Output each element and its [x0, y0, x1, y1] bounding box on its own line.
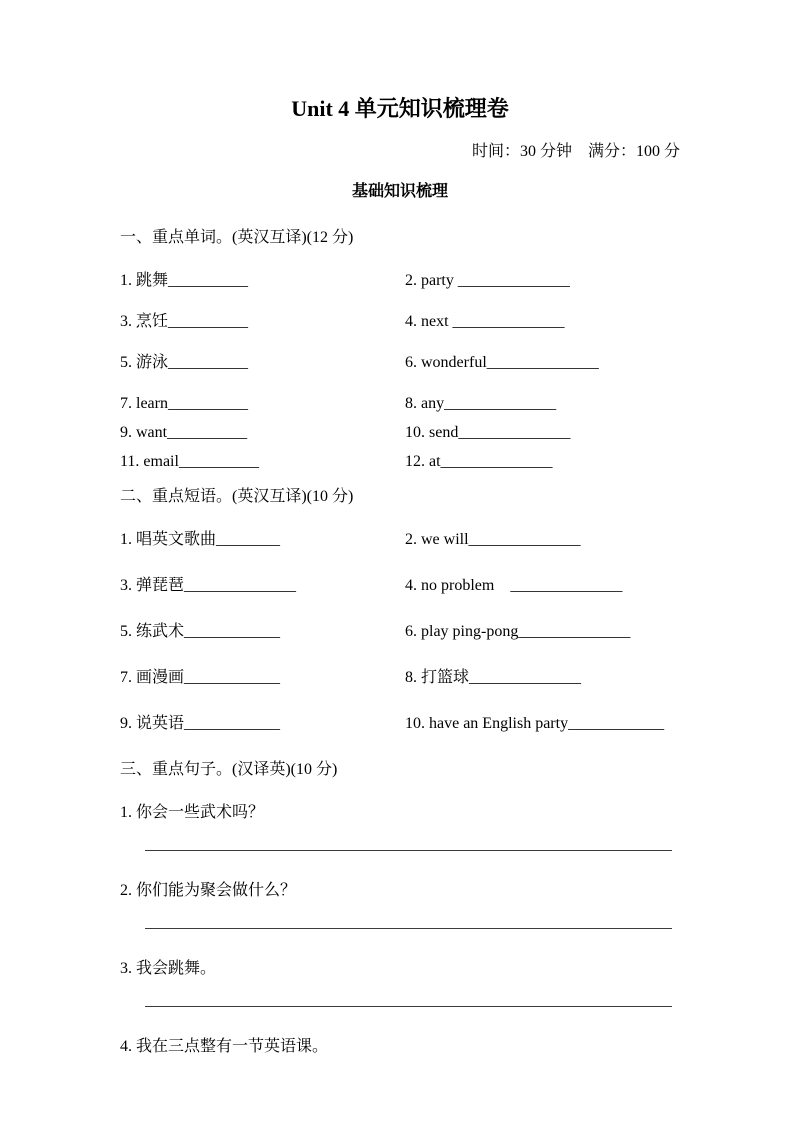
page-title: Unit 4 单元知识梳理卷: [291, 96, 509, 121]
phrase-item-8: 8. 打篮球______________: [405, 668, 582, 686]
word-item-3: 3. 烹饪__________: [120, 312, 249, 330]
word-row: [120, 352, 680, 373]
word-item-11: 11. email__________: [120, 452, 259, 470]
answer-line: [145, 1006, 672, 1007]
sentence-question-2: 2. 你们能为聚会做什么？: [120, 881, 297, 899]
phrase-row: [120, 621, 680, 642]
word-item-10: 10. send______________: [405, 423, 571, 441]
section-subtitle: 基础知识梳理: [351, 182, 448, 200]
answer-line: [145, 850, 672, 851]
phrase-item-4: 4. no problem ______________: [405, 576, 623, 594]
word-row: [120, 270, 680, 291]
word-item-8: 8. any______________: [405, 394, 557, 412]
section3-heading: 三、重点句子。(汉译英)(10 分): [120, 760, 338, 778]
section2-heading: 二、重点短语。(英汉互译)(10 分): [120, 487, 354, 505]
answer-line: [145, 928, 672, 929]
phrase-item-10: 10. have an English party____________: [405, 714, 665, 732]
sentence-question-1: 1. 你会一些武术吗？: [120, 803, 265, 821]
word-row: [120, 422, 680, 443]
section-sentences: [120, 759, 680, 1057]
section-phrases: [120, 486, 680, 734]
word-item-1: 1. 跳舞__________: [120, 271, 249, 289]
phrase-row: [120, 713, 680, 734]
section1-heading: 一、重点单词。(英汉互译)(12 分): [120, 228, 354, 246]
word-item-6: 6. wonderful______________: [405, 353, 599, 371]
phrase-item-1: 1. 唱英文歌曲________: [120, 530, 281, 548]
phrase-item-3: 3. 弹琵琶______________: [120, 576, 297, 594]
word-item-5: 5. 游泳__________: [120, 353, 249, 371]
section-words: [120, 227, 680, 472]
sentence-question-3: 3. 我会跳舞。: [120, 959, 217, 977]
time-score-info: 时间：30 分钟 满分：100 分: [471, 142, 680, 160]
phrase-item-2: 2. we will______________: [405, 530, 581, 548]
word-row: [120, 451, 680, 472]
phrase-row: [120, 529, 680, 550]
sentence-question-4: 4. 我在三点整有一节英语课。: [120, 1037, 329, 1055]
phrase-item-9: 9. 说英语____________: [120, 714, 281, 732]
phrase-row: [120, 575, 680, 596]
word-row: [120, 393, 680, 414]
word-row: [120, 311, 680, 332]
word-item-4: 4. next ______________: [405, 312, 565, 330]
word-item-2: 2. party ______________: [405, 271, 570, 289]
word-item-9: 9. want__________: [120, 423, 248, 441]
phrase-row: [120, 667, 680, 688]
phrase-item-5: 5. 练武术____________: [120, 622, 281, 640]
word-item-7: 7. learn__________: [120, 394, 248, 412]
phrase-item-7: 7. 画漫画____________: [120, 668, 281, 686]
phrase-item-6: 6. play ping-pong______________: [405, 622, 631, 640]
word-item-12: 12. at______________: [405, 452, 553, 470]
